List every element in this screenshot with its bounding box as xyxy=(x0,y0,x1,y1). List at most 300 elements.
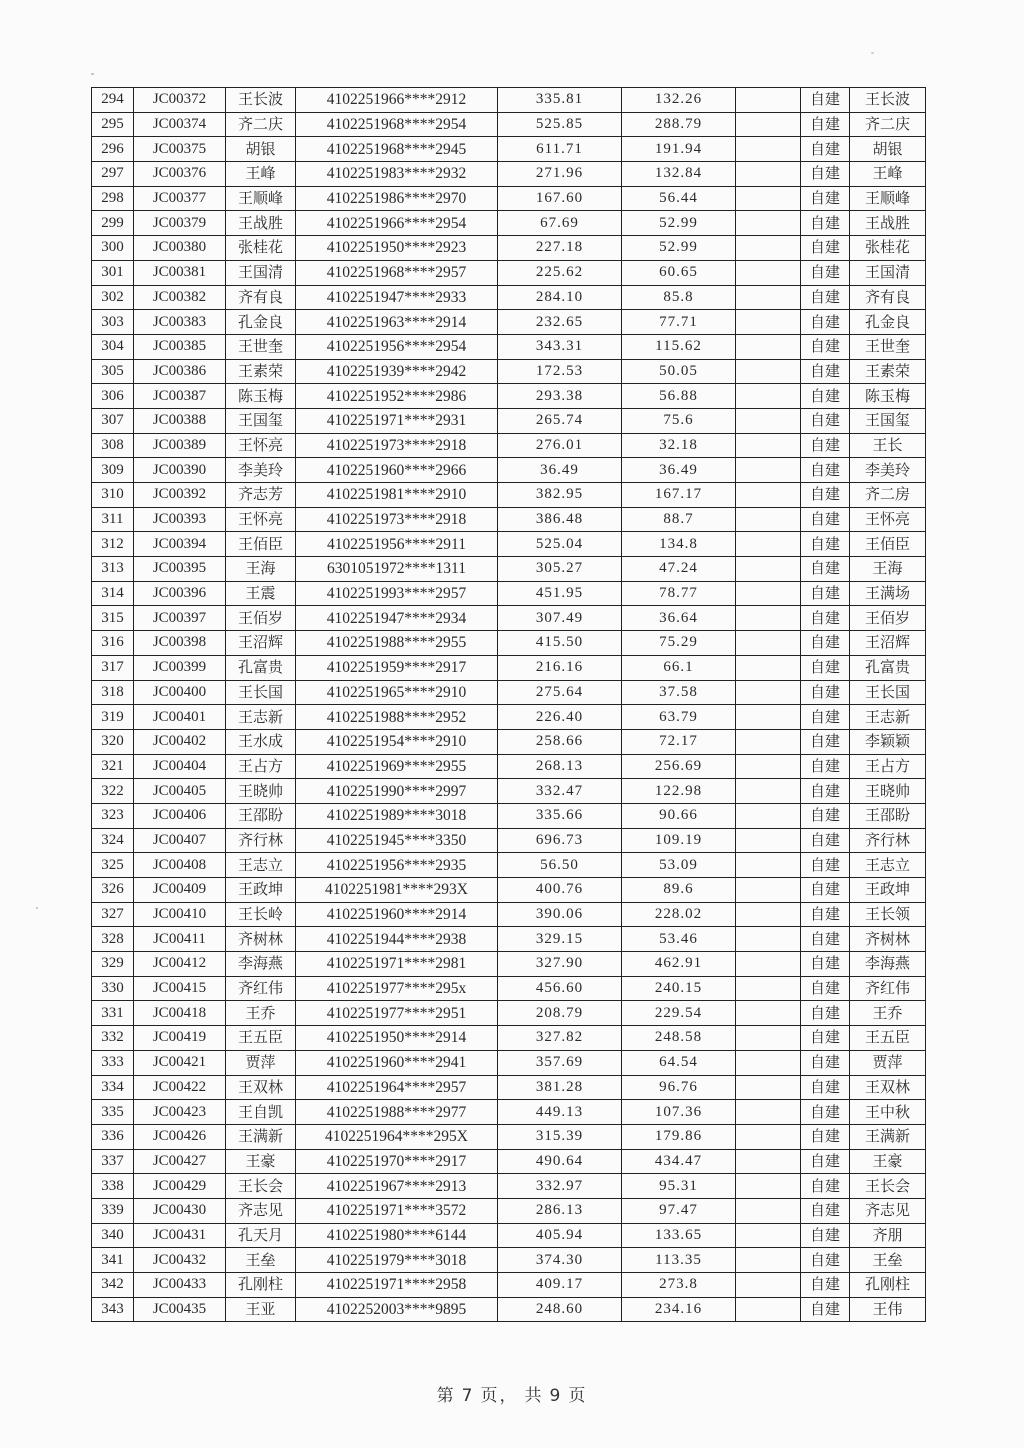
table-row xyxy=(92,408,926,433)
owner-name-cell: 齐行林 xyxy=(850,828,926,853)
note-cell xyxy=(736,1248,801,1273)
owner-name-cell: 齐二庆 xyxy=(850,112,926,137)
note-cell xyxy=(736,606,801,631)
holder-name-cell: 王佰臣 xyxy=(226,532,296,557)
land-area-cell: 36.49 xyxy=(498,458,622,483)
row-number-cell: 318 xyxy=(92,680,134,705)
construction-type-cell: 自建 xyxy=(801,334,850,359)
owner-name-cell: 王满新 xyxy=(850,1124,926,1149)
id-number-cell: 4102251966****2954 xyxy=(296,211,498,236)
owner-name-cell: 王国清 xyxy=(850,260,926,285)
construction-type-cell: 自建 xyxy=(801,1100,850,1125)
table-row xyxy=(92,1198,926,1223)
owner-name-cell: 齐树林 xyxy=(850,927,926,952)
building-area-cell: 78.77 xyxy=(622,581,736,606)
owner-name-cell: 胡银 xyxy=(850,137,926,162)
table-row xyxy=(92,384,926,409)
id-number-cell: 4102251988****2977 xyxy=(296,1100,498,1125)
building-area-cell: 228.02 xyxy=(622,902,736,927)
land-area-cell: 611.71 xyxy=(498,137,622,162)
row-number-cell: 310 xyxy=(92,483,134,508)
id-number-cell: 4102251983****2932 xyxy=(296,162,498,187)
owner-name-cell: 王长 xyxy=(850,433,926,458)
note-cell xyxy=(736,1050,801,1075)
owner-name-cell: 王国玺 xyxy=(850,408,926,433)
parcel-code-cell: JC00423 xyxy=(134,1100,226,1125)
owner-name-cell: 王怀亮 xyxy=(850,507,926,532)
id-number-cell: 4102251981****293X xyxy=(296,878,498,903)
table-row xyxy=(92,88,926,113)
parcel-code-cell: JC00421 xyxy=(134,1050,226,1075)
construction-type-cell: 自建 xyxy=(801,112,850,137)
construction-type-cell: 自建 xyxy=(801,408,850,433)
row-number-cell: 343 xyxy=(92,1297,134,1322)
land-area-cell: 327.82 xyxy=(498,1026,622,1051)
construction-type-cell: 自建 xyxy=(801,1075,850,1100)
parcel-code-cell: JC00429 xyxy=(134,1174,226,1199)
building-area-cell: 56.44 xyxy=(622,186,736,211)
table-row xyxy=(92,1174,926,1199)
land-area-cell: 286.13 xyxy=(498,1198,622,1223)
id-number-cell: 4102251964****2957 xyxy=(296,1075,498,1100)
footer-total-pages: 9 xyxy=(549,1386,563,1406)
building-area-cell: 88.7 xyxy=(622,507,736,532)
table-row xyxy=(92,236,926,261)
id-number-cell: 6301051972****1311 xyxy=(296,557,498,582)
construction-type-cell: 自建 xyxy=(801,853,850,878)
building-area-cell: 75.6 xyxy=(622,408,736,433)
land-area-cell: 276.01 xyxy=(498,433,622,458)
construction-type-cell: 自建 xyxy=(801,581,850,606)
construction-type-cell: 自建 xyxy=(801,236,850,261)
parcel-code-cell: JC00430 xyxy=(134,1198,226,1223)
parcel-code-cell: JC00372 xyxy=(134,88,226,113)
table-row xyxy=(92,976,926,1001)
holder-name-cell: 齐树林 xyxy=(226,927,296,952)
holder-name-cell: 王国玺 xyxy=(226,408,296,433)
parcel-code-cell: JC00385 xyxy=(134,334,226,359)
id-number-cell: 4102251970****2917 xyxy=(296,1149,498,1174)
construction-type-cell: 自建 xyxy=(801,631,850,656)
land-area-cell: 415.50 xyxy=(498,631,622,656)
note-cell xyxy=(736,1174,801,1199)
owner-name-cell: 王战胜 xyxy=(850,211,926,236)
note-cell xyxy=(736,952,801,977)
note-cell xyxy=(736,878,801,903)
table-row xyxy=(92,705,926,730)
land-area-cell: 172.53 xyxy=(498,359,622,384)
holder-name-cell: 王峰 xyxy=(226,162,296,187)
holder-name-cell: 王志立 xyxy=(226,853,296,878)
parcel-code-cell: JC00419 xyxy=(134,1026,226,1051)
owner-name-cell: 王佰臣 xyxy=(850,532,926,557)
owner-name-cell: 李颖颖 xyxy=(850,729,926,754)
holder-name-cell: 孔金良 xyxy=(226,310,296,335)
scan-speck xyxy=(91,73,94,75)
row-number-cell: 339 xyxy=(92,1198,134,1223)
owner-name-cell: 王五臣 xyxy=(850,1026,926,1051)
land-area-cell: 248.60 xyxy=(498,1297,622,1322)
id-number-cell: 4102251986****2970 xyxy=(296,186,498,211)
table-row xyxy=(92,483,926,508)
table-row xyxy=(92,1001,926,1026)
parcel-code-cell: JC00401 xyxy=(134,705,226,730)
land-area-cell: 386.48 xyxy=(498,507,622,532)
note-cell xyxy=(736,359,801,384)
holder-name-cell: 王政坤 xyxy=(226,878,296,903)
holder-name-cell: 王满新 xyxy=(226,1124,296,1149)
building-area-cell: 234.16 xyxy=(622,1297,736,1322)
land-area-cell: 208.79 xyxy=(498,1001,622,1026)
building-area-cell: 191.94 xyxy=(622,137,736,162)
holder-name-cell: 王长波 xyxy=(226,88,296,113)
row-number-cell: 333 xyxy=(92,1050,134,1075)
owner-name-cell: 王垒 xyxy=(850,1248,926,1273)
row-number-cell: 314 xyxy=(92,581,134,606)
row-number-cell: 298 xyxy=(92,186,134,211)
building-area-cell: 229.54 xyxy=(622,1001,736,1026)
id-number-cell: 4102251947****2934 xyxy=(296,606,498,631)
row-number-cell: 316 xyxy=(92,631,134,656)
land-area-cell: 265.74 xyxy=(498,408,622,433)
land-area-cell: 374.30 xyxy=(498,1248,622,1273)
parcel-code-cell: JC00390 xyxy=(134,458,226,483)
construction-type-cell: 自建 xyxy=(801,927,850,952)
construction-type-cell: 自建 xyxy=(801,310,850,335)
id-number-cell: 4102251966****2912 xyxy=(296,88,498,113)
table-row xyxy=(92,927,926,952)
land-area-cell: 327.90 xyxy=(498,952,622,977)
building-area-cell: 256.69 xyxy=(622,754,736,779)
holder-name-cell: 王长国 xyxy=(226,680,296,705)
id-number-cell: 4102251945****3350 xyxy=(296,828,498,853)
holder-name-cell: 齐志芳 xyxy=(226,483,296,508)
table-row xyxy=(92,1100,926,1125)
note-cell xyxy=(736,779,801,804)
owner-name-cell: 李海燕 xyxy=(850,952,926,977)
table-row xyxy=(92,334,926,359)
housing-register-table xyxy=(91,87,926,1322)
id-number-cell: 4102251977****2951 xyxy=(296,1001,498,1026)
holder-name-cell: 齐有良 xyxy=(226,285,296,310)
building-area-cell: 56.88 xyxy=(622,384,736,409)
table-row xyxy=(92,1075,926,1100)
building-area-cell: 240.15 xyxy=(622,976,736,1001)
note-cell xyxy=(736,1026,801,1051)
note-cell xyxy=(736,408,801,433)
owner-name-cell: 李美玲 xyxy=(850,458,926,483)
construction-type-cell: 自建 xyxy=(801,137,850,162)
holder-name-cell: 王亚 xyxy=(226,1297,296,1322)
table-row xyxy=(92,137,926,162)
row-number-cell: 336 xyxy=(92,1124,134,1149)
holder-name-cell: 王佰岁 xyxy=(226,606,296,631)
land-area-cell: 332.97 xyxy=(498,1174,622,1199)
construction-type-cell: 自建 xyxy=(801,1198,850,1223)
id-number-cell: 4102251968****2954 xyxy=(296,112,498,137)
land-area-cell: 400.76 xyxy=(498,878,622,903)
holder-name-cell: 齐志见 xyxy=(226,1198,296,1223)
owner-name-cell: 齐红伟 xyxy=(850,976,926,1001)
id-number-cell: 4102251947****2933 xyxy=(296,285,498,310)
owner-name-cell: 张桂花 xyxy=(850,236,926,261)
note-cell xyxy=(736,483,801,508)
id-number-cell: 4102252003****9895 xyxy=(296,1297,498,1322)
row-number-cell: 320 xyxy=(92,729,134,754)
note-cell xyxy=(736,631,801,656)
owner-name-cell: 王素荣 xyxy=(850,359,926,384)
parcel-code-cell: JC00400 xyxy=(134,680,226,705)
building-area-cell: 60.65 xyxy=(622,260,736,285)
table-row xyxy=(92,902,926,927)
land-area-cell: 357.69 xyxy=(498,1050,622,1075)
id-number-cell: 4102251963****2914 xyxy=(296,310,498,335)
parcel-code-cell: JC00380 xyxy=(134,236,226,261)
owner-name-cell: 王长波 xyxy=(850,88,926,113)
land-area-cell: 390.06 xyxy=(498,902,622,927)
row-number-cell: 300 xyxy=(92,236,134,261)
building-area-cell: 64.54 xyxy=(622,1050,736,1075)
holder-name-cell: 王邵盼 xyxy=(226,803,296,828)
land-area-cell: 525.85 xyxy=(498,112,622,137)
id-number-cell: 4102251960****2966 xyxy=(296,458,498,483)
row-number-cell: 341 xyxy=(92,1248,134,1273)
note-cell xyxy=(736,902,801,927)
holder-name-cell: 王豪 xyxy=(226,1149,296,1174)
parcel-code-cell: JC00375 xyxy=(134,137,226,162)
table-row xyxy=(92,729,926,754)
holder-name-cell: 王国清 xyxy=(226,260,296,285)
parcel-code-cell: JC00410 xyxy=(134,902,226,927)
holder-name-cell: 王沼辉 xyxy=(226,631,296,656)
owner-name-cell: 孔金良 xyxy=(850,310,926,335)
id-number-cell: 4102251969****2955 xyxy=(296,754,498,779)
id-number-cell: 4102251964****295X xyxy=(296,1124,498,1149)
owner-name-cell: 王沼辉 xyxy=(850,631,926,656)
note-cell xyxy=(736,507,801,532)
id-number-cell: 4102251944****2938 xyxy=(296,927,498,952)
construction-type-cell: 自建 xyxy=(801,88,850,113)
holder-name-cell: 胡银 xyxy=(226,137,296,162)
note-cell xyxy=(736,112,801,137)
row-number-cell: 330 xyxy=(92,976,134,1001)
parcel-code-cell: JC00382 xyxy=(134,285,226,310)
building-area-cell: 53.09 xyxy=(622,853,736,878)
land-area-cell: 456.60 xyxy=(498,976,622,1001)
parcel-code-cell: JC00381 xyxy=(134,260,226,285)
page-footer xyxy=(0,1381,1024,1406)
building-area-cell: 434.47 xyxy=(622,1149,736,1174)
row-number-cell: 340 xyxy=(92,1223,134,1248)
note-cell xyxy=(736,236,801,261)
table-row xyxy=(92,186,926,211)
note-cell xyxy=(736,1297,801,1322)
id-number-cell: 4102251990****2997 xyxy=(296,779,498,804)
owner-name-cell: 王志立 xyxy=(850,853,926,878)
note-cell xyxy=(736,705,801,730)
table-row xyxy=(92,779,926,804)
owner-name-cell: 齐有良 xyxy=(850,285,926,310)
parcel-code-cell: JC00397 xyxy=(134,606,226,631)
construction-type-cell: 自建 xyxy=(801,557,850,582)
row-number-cell: 328 xyxy=(92,927,134,952)
note-cell xyxy=(736,729,801,754)
id-number-cell: 4102251959****2917 xyxy=(296,655,498,680)
id-number-cell: 4102251960****2941 xyxy=(296,1050,498,1075)
parcel-code-cell: JC00398 xyxy=(134,631,226,656)
holder-name-cell: 贾萍 xyxy=(226,1050,296,1075)
footer-page-unit: 页， xyxy=(480,1386,519,1406)
note-cell xyxy=(736,260,801,285)
land-area-cell: 405.94 xyxy=(498,1223,622,1248)
building-area-cell: 133.65 xyxy=(622,1223,736,1248)
parcel-code-cell: JC00399 xyxy=(134,655,226,680)
construction-type-cell: 自建 xyxy=(801,186,850,211)
table-row xyxy=(92,211,926,236)
id-number-cell: 4102251960****2914 xyxy=(296,902,498,927)
building-area-cell: 179.86 xyxy=(622,1124,736,1149)
holder-name-cell: 王双林 xyxy=(226,1075,296,1100)
building-area-cell: 52.99 xyxy=(622,211,736,236)
id-number-cell: 4102251988****2952 xyxy=(296,705,498,730)
parcel-code-cell: JC00426 xyxy=(134,1124,226,1149)
parcel-code-cell: JC00407 xyxy=(134,828,226,853)
building-area-cell: 66.1 xyxy=(622,655,736,680)
land-area-cell: 167.60 xyxy=(498,186,622,211)
construction-type-cell: 自建 xyxy=(801,680,850,705)
parcel-code-cell: JC00387 xyxy=(134,384,226,409)
parcel-code-cell: JC00388 xyxy=(134,408,226,433)
holder-name-cell: 张桂花 xyxy=(226,236,296,261)
table-row xyxy=(92,1248,926,1273)
note-cell xyxy=(736,927,801,952)
holder-name-cell: 陈玉梅 xyxy=(226,384,296,409)
table-row xyxy=(92,162,926,187)
land-area-cell: 67.69 xyxy=(498,211,622,236)
holder-name-cell: 孔刚柱 xyxy=(226,1273,296,1298)
id-number-cell: 4102251993****2957 xyxy=(296,581,498,606)
table-row xyxy=(92,878,926,903)
row-number-cell: 302 xyxy=(92,285,134,310)
building-area-cell: 72.17 xyxy=(622,729,736,754)
owner-name-cell: 王海 xyxy=(850,557,926,582)
land-area-cell: 525.04 xyxy=(498,532,622,557)
building-area-cell: 132.26 xyxy=(622,88,736,113)
table-row xyxy=(92,1273,926,1298)
id-number-cell: 4102251980****6144 xyxy=(296,1223,498,1248)
parcel-code-cell: JC00392 xyxy=(134,483,226,508)
id-number-cell: 4102251956****2935 xyxy=(296,853,498,878)
building-area-cell: 95.31 xyxy=(622,1174,736,1199)
note-cell xyxy=(736,581,801,606)
parcel-code-cell: JC00377 xyxy=(134,186,226,211)
holder-name-cell: 齐红伟 xyxy=(226,976,296,1001)
building-area-cell: 85.8 xyxy=(622,285,736,310)
table-row xyxy=(92,1026,926,1051)
construction-type-cell: 自建 xyxy=(801,828,850,853)
land-area-cell: 329.15 xyxy=(498,927,622,952)
row-number-cell: 301 xyxy=(92,260,134,285)
building-area-cell: 97.47 xyxy=(622,1198,736,1223)
parcel-code-cell: JC00406 xyxy=(134,803,226,828)
owner-name-cell: 孔富贵 xyxy=(850,655,926,680)
row-number-cell: 342 xyxy=(92,1273,134,1298)
construction-type-cell: 自建 xyxy=(801,162,850,187)
construction-type-cell: 自建 xyxy=(801,803,850,828)
parcel-code-cell: JC00431 xyxy=(134,1223,226,1248)
construction-type-cell: 自建 xyxy=(801,606,850,631)
row-number-cell: 322 xyxy=(92,779,134,804)
table-row xyxy=(92,952,926,977)
holder-name-cell: 王水成 xyxy=(226,729,296,754)
row-number-cell: 307 xyxy=(92,408,134,433)
parcel-code-cell: JC00433 xyxy=(134,1273,226,1298)
id-number-cell: 4102251965****2910 xyxy=(296,680,498,705)
building-area-cell: 248.58 xyxy=(622,1026,736,1051)
parcel-code-cell: JC00395 xyxy=(134,557,226,582)
holder-name-cell: 王长岭 xyxy=(226,902,296,927)
construction-type-cell: 自建 xyxy=(801,1001,850,1026)
note-cell xyxy=(736,754,801,779)
parcel-code-cell: JC00393 xyxy=(134,507,226,532)
construction-type-cell: 自建 xyxy=(801,1026,850,1051)
note-cell xyxy=(736,186,801,211)
land-area-cell: 293.38 xyxy=(498,384,622,409)
note-cell xyxy=(736,88,801,113)
row-number-cell: 332 xyxy=(92,1026,134,1051)
row-number-cell: 315 xyxy=(92,606,134,631)
construction-type-cell: 自建 xyxy=(801,384,850,409)
table-row xyxy=(92,631,926,656)
owner-name-cell: 齐志见 xyxy=(850,1198,926,1223)
owner-name-cell: 王豪 xyxy=(850,1149,926,1174)
parcel-code-cell: JC00394 xyxy=(134,532,226,557)
building-area-cell: 63.79 xyxy=(622,705,736,730)
construction-type-cell: 自建 xyxy=(801,507,850,532)
holder-name-cell: 王五臣 xyxy=(226,1026,296,1051)
construction-type-cell: 自建 xyxy=(801,285,850,310)
id-number-cell: 4102251952****2986 xyxy=(296,384,498,409)
construction-type-cell: 自建 xyxy=(801,729,850,754)
owner-name-cell: 王长领 xyxy=(850,902,926,927)
row-number-cell: 297 xyxy=(92,162,134,187)
note-cell xyxy=(736,680,801,705)
owner-name-cell: 陈玉梅 xyxy=(850,384,926,409)
row-number-cell: 309 xyxy=(92,458,134,483)
table-row xyxy=(92,655,926,680)
note-cell xyxy=(736,1001,801,1026)
row-number-cell: 327 xyxy=(92,902,134,927)
row-number-cell: 324 xyxy=(92,828,134,853)
id-number-cell: 4102251971****2981 xyxy=(296,952,498,977)
building-area-cell: 288.79 xyxy=(622,112,736,137)
row-number-cell: 294 xyxy=(92,88,134,113)
construction-type-cell: 自建 xyxy=(801,878,850,903)
building-area-cell: 107.36 xyxy=(622,1100,736,1125)
owner-name-cell: 王世奎 xyxy=(850,334,926,359)
note-cell xyxy=(736,384,801,409)
parcel-code-cell: JC00432 xyxy=(134,1248,226,1273)
table-row xyxy=(92,1050,926,1075)
holder-name-cell: 齐行林 xyxy=(226,828,296,853)
construction-type-cell: 自建 xyxy=(801,1149,850,1174)
construction-type-cell: 自建 xyxy=(801,1273,850,1298)
note-cell xyxy=(736,1100,801,1125)
id-number-cell: 4102251939****2942 xyxy=(296,359,498,384)
id-number-cell: 4102251971****3572 xyxy=(296,1198,498,1223)
note-cell xyxy=(736,1075,801,1100)
table-row xyxy=(92,606,926,631)
